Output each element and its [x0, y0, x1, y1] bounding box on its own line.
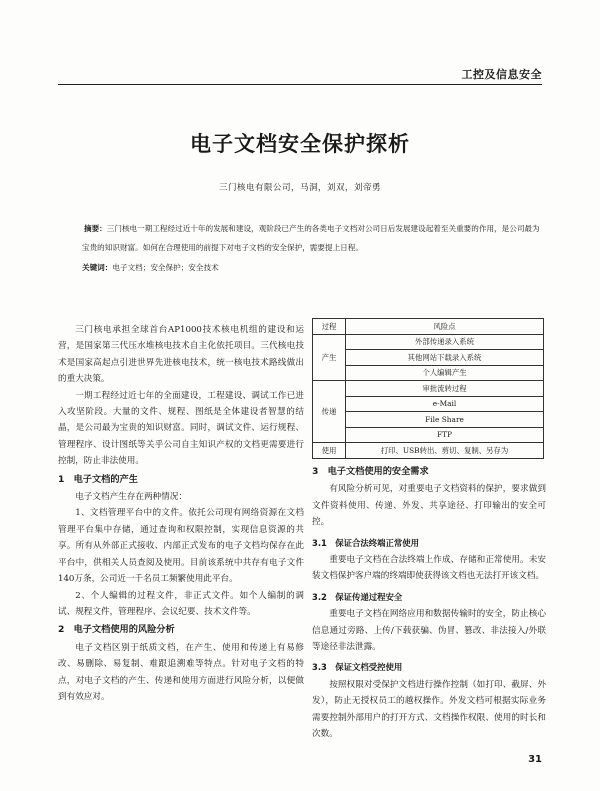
table-row	[313, 396, 544, 412]
paragraph: 有风险分析可见，对重要电子文档资料的保护，要求做到文件资料使用、传递、外发、共享途径、打印输出的安全可控。	[312, 484, 546, 528]
section-heading-1: 1 电子文档的产生	[58, 473, 138, 485]
paragraph: 按照权限对受保护文档进行操作控制（如打印、截屏、外发），防止无授权员工的越权操作。外发文档可根据实际业务需要控制外部用户的打开方式、文档操作权限、使用的时长和次数。	[312, 679, 546, 740]
risk-cell: 审批流转过程	[346, 381, 544, 397]
table-row	[313, 365, 544, 381]
risk-cell: 外部传递录入系统	[346, 334, 544, 350]
table-row	[313, 350, 544, 366]
process-cell: 产生	[313, 334, 346, 381]
paragraph: 重要电子文档在网络应用和数据传输时的安全，防止核心信息通过旁路、上传/下载获骗、伪冒、篡改、非法接入/外联等途径非法泄露。	[312, 609, 546, 653]
process-cell: 使用	[313, 443, 346, 459]
subsection-heading-3-1: 3.1 保证合法终端正常使用	[312, 537, 419, 548]
risk-cell: FTP	[346, 427, 544, 443]
table-header-row	[313, 319, 544, 335]
page-number: 31	[528, 754, 542, 765]
paragraph: 重要电子文档在合法终端上作成、存储和正常使用。未安装文档保护客户端的终端即使获得该文档也无法打开该文档。	[312, 555, 546, 582]
paragraph: 1、文档管理平台中的文件。依托公司现有网络资源在文档管理平台集中存储，通过查询和权限控制，实现信息资源的共享。所有从外部正式接收、内部正式发布的电子文档均保存在此平台中，供相关人员查阅及使用。目前该系统中共存有电子文件140万条，公司近一千名员工频繁使用此平台。	[58, 508, 304, 585]
paragraph: 一期工程经过近七年的全面建设，工程建设、调试工作已进入攻坚阶段。大量的文件、规程、图纸是全体建设者智慧的结晶，是公司最为宝贵的知识财富。同时，调试文件、运行规程、管理程序、设计图纸等关乎公司自主知识产权的文档更需要进行控制，防止非法使用。	[58, 390, 304, 467]
abstract-text: 三门核电一期工程经过近十年的发展和建设，观阶段已产生的各类电子文档对公司日后发展建设起着至关重要的作用，是公司最为宝贵的知识财富。如何在合理使用的前提下对电子文档的安全保护，需要提上日程。	[82, 224, 540, 252]
left-column	[58, 322, 304, 705]
section-heading-3: 3 电子文档使用的安全需求	[312, 466, 429, 477]
table-row	[313, 443, 544, 459]
paragraph: 电子文档产生存在两种情况：	[75, 492, 187, 503]
section-heading-2: 2 电子文档使用的风险分析	[58, 624, 175, 636]
process-cell: 传递	[313, 381, 346, 443]
risk-cell: 个人编辑产生	[346, 365, 544, 381]
risk-cell: 其他网站下载录入系统	[346, 350, 544, 366]
table-header-risk: 风险点	[346, 319, 544, 335]
risk-cell: e-Mail	[346, 396, 544, 412]
paragraph: 三门核电承担全球首台AP1000技术核电机组的建设和运营，是国家第三代压水堆核电技术自主化依托项目。三代核电技术是国家高起点引进世界先进核电技术，统一核电技术路线做出的重大决策。	[58, 325, 304, 385]
keywords	[82, 262, 219, 273]
article-title: 电子文档安全保护探析	[190, 132, 410, 156]
subsection-heading-3-2: 3.2 保证传递过程安全	[312, 591, 403, 602]
risk-cell: 打印、USB转出、剪切、复制、另存为	[346, 443, 544, 459]
keywords-label: 关键词：	[82, 263, 113, 272]
abstract	[82, 219, 540, 257]
table-row	[313, 334, 544, 350]
header-rule	[58, 84, 542, 85]
abstract-label: 摘要：	[84, 224, 107, 233]
table-row	[313, 412, 544, 428]
subsection-heading-3-3: 3.3 保证文档受控使用	[312, 662, 403, 673]
table-header-process: 过程	[313, 319, 346, 335]
table-row	[313, 427, 544, 443]
article-authors: 三门核电有限公司，马洞，刘双，刘帝勇	[218, 183, 381, 193]
keywords-text: 电子文档；安全保护；安全技术	[112, 263, 219, 272]
section-header: 工控及信息安全	[461, 68, 542, 81]
paragraph: 电子文档区别于纸质文档，在产生、使用和传递上有易修改、易删除、易复制、难跟追溯难等特点。针对电子文档的特点，对电子文档的产生、传递和使用方面进行风险分析，以便做到有效应对。	[58, 642, 304, 702]
right-column	[312, 462, 546, 743]
risk-cell: File Share	[346, 412, 544, 428]
table-row	[313, 381, 544, 397]
paragraph: 2、个人编辑的过程文件，非正式文件。如个人编制的调试、规程文件，管理程序、会议纪要、技术文件等。	[58, 590, 304, 617]
risk-table	[312, 318, 544, 459]
